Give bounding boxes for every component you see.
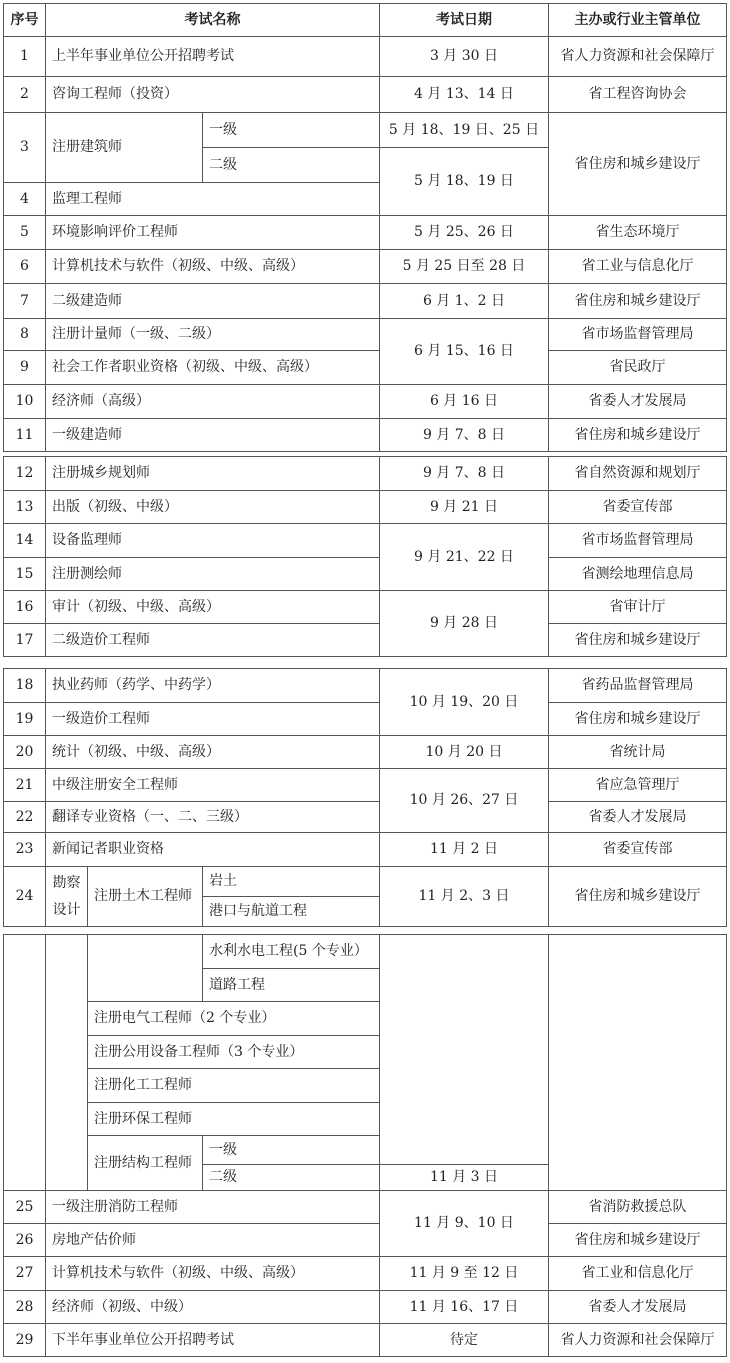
exam-name: 二级造价工程师 bbox=[46, 624, 380, 657]
exam-name: 计算机技术与软件（初级、中级、高级） bbox=[46, 250, 380, 284]
row-seq: 12 bbox=[4, 457, 46, 491]
table-section-2 bbox=[3, 456, 727, 657]
exam-date: 11 月 9 至 12 日 bbox=[380, 1257, 549, 1291]
exam-org: 省工业和信息化厅 bbox=[549, 1257, 727, 1291]
header-org: 主办或行业主管单位 bbox=[549, 4, 727, 37]
exam-date: 6 月 1、2 日 bbox=[380, 284, 549, 319]
table-row bbox=[4, 833, 727, 867]
continued-name-cell bbox=[88, 935, 203, 1002]
header-row bbox=[4, 4, 727, 37]
exam-org: 省审计厅 bbox=[549, 591, 727, 624]
row-seq: 8 bbox=[4, 319, 46, 351]
exam-date: 11 月 2 日 bbox=[380, 833, 549, 867]
exam-name: 上半年事业单位公开招聘考试 bbox=[46, 37, 380, 77]
exam-name: 监理工程师 bbox=[46, 183, 380, 216]
exam-name: 注册电气工程师（2 个专业） bbox=[88, 1002, 380, 1036]
table-row bbox=[4, 867, 727, 897]
exam-name: 房地产估价师 bbox=[46, 1224, 380, 1257]
header-seq: 序号 bbox=[4, 4, 46, 37]
exam-sub-level: 港口与航道工程 bbox=[203, 897, 380, 927]
row-seq: 21 bbox=[4, 769, 46, 802]
exam-name: 注册结构工程师 bbox=[88, 1136, 203, 1191]
exam-org: 省住房和城乡建设厅 bbox=[549, 1224, 727, 1257]
row-seq: 9 bbox=[4, 351, 46, 385]
exam-name: 计算机技术与软件（初级、中级、高级） bbox=[46, 1257, 380, 1291]
exam-org: 省应急管理厅 bbox=[549, 769, 727, 802]
row-seq: 19 bbox=[4, 703, 46, 736]
exam-date: 11 月 9、10 日 bbox=[380, 1191, 549, 1257]
exam-org: 省住房和城乡建设厅 bbox=[549, 624, 727, 657]
exam-name: 一级造价工程师 bbox=[46, 703, 380, 736]
table-row bbox=[4, 419, 727, 452]
exam-date: 5 月 18、19 日、25 日 bbox=[380, 113, 549, 148]
table-row bbox=[4, 1324, 727, 1357]
exam-org: 省工业与信息化厅 bbox=[549, 250, 727, 284]
exam-org: 省消防救援总队 bbox=[549, 1191, 727, 1224]
row-seq: 16 bbox=[4, 591, 46, 624]
exam-name: 翻译专业资格（一、二、三级） bbox=[46, 802, 380, 833]
header-date: 考试日期 bbox=[380, 4, 549, 37]
exam-date: 9 月 21 日 bbox=[380, 491, 549, 524]
exam-sub-level: 岩土 bbox=[203, 867, 380, 897]
table-row bbox=[4, 802, 727, 833]
table-row bbox=[4, 319, 727, 351]
row-seq: 17 bbox=[4, 624, 46, 657]
table-row bbox=[4, 769, 727, 802]
row-seq: 23 bbox=[4, 833, 46, 867]
exam-name: 统计（初级、中级、高级） bbox=[46, 736, 380, 769]
exam-org: 省市场监督管理局 bbox=[549, 524, 727, 558]
exam-org: 省委人才发展局 bbox=[549, 385, 727, 419]
exam-date: 5 月 25 日至 28 日 bbox=[380, 250, 549, 284]
exam-org: 省民政厅 bbox=[549, 351, 727, 385]
exam-org: 省测绘地理信息局 bbox=[549, 558, 727, 591]
exam-date: 5 月 18、19 日 bbox=[380, 148, 549, 216]
continued-org-cell bbox=[549, 935, 727, 1191]
row-seq: 22 bbox=[4, 802, 46, 833]
table-row bbox=[4, 1291, 727, 1324]
row-seq: 10 bbox=[4, 385, 46, 419]
table-row bbox=[4, 457, 727, 491]
table-row bbox=[4, 351, 727, 385]
row-seq: 7 bbox=[4, 284, 46, 319]
row-seq: 28 bbox=[4, 1291, 46, 1324]
exam-org: 省住房和城乡建设厅 bbox=[549, 703, 727, 736]
table-section-1 bbox=[3, 3, 727, 452]
exam-date: 6 月 15、16 日 bbox=[380, 319, 549, 385]
exam-name: 注册土木工程师 bbox=[88, 867, 203, 927]
exam-date: 11 月 2、3 日 bbox=[380, 867, 549, 927]
exam-org: 省生态环境厅 bbox=[549, 216, 727, 250]
row-seq: 5 bbox=[4, 216, 46, 250]
exam-date: 3 月 30 日 bbox=[380, 37, 549, 77]
exam-org: 省人力资源和社会保障厅 bbox=[549, 37, 727, 77]
exam-name: 注册建筑师 bbox=[46, 113, 203, 183]
exam-name: 设备监理师 bbox=[46, 524, 380, 558]
exam-org: 省住房和城乡建设厅 bbox=[549, 284, 727, 319]
exam-org: 省自然资源和规划厅 bbox=[549, 457, 727, 491]
exam-org: 省住房和城乡建设厅 bbox=[549, 419, 727, 452]
exam-name: 环境影响评价工程师 bbox=[46, 216, 380, 250]
table-row bbox=[4, 1257, 727, 1291]
exam-name: 经济师（高级） bbox=[46, 385, 380, 419]
table-row bbox=[4, 250, 727, 284]
exam-sub-level: 二级 bbox=[203, 148, 380, 183]
exam-name: 一级建造师 bbox=[46, 419, 380, 452]
exam-name: 执业药师（药学、中药学） bbox=[46, 669, 380, 703]
table-row bbox=[4, 216, 727, 250]
exam-schedule-table-3 bbox=[3, 668, 727, 927]
table-row bbox=[4, 37, 727, 77]
exam-schedule-table-2 bbox=[3, 456, 727, 657]
exam-name: 注册计量师（一级、二级） bbox=[46, 319, 380, 351]
header-name: 考试名称 bbox=[46, 4, 380, 37]
row-seq: 27 bbox=[4, 1257, 46, 1291]
table-row bbox=[4, 558, 727, 591]
exam-name: 注册公用设备工程师（3 个专业） bbox=[88, 1036, 380, 1069]
exam-org: 省工程咨询协会 bbox=[549, 77, 727, 113]
row-seq: 20 bbox=[4, 736, 46, 769]
exam-org: 省统计局 bbox=[549, 736, 727, 769]
exam-org: 省住房和城乡建设厅 bbox=[549, 113, 727, 216]
exam-sub-level: 二级 bbox=[203, 1165, 380, 1191]
exam-category: 勘察设计 bbox=[46, 867, 88, 927]
row-seq: 6 bbox=[4, 250, 46, 284]
exam-sub-level: 道路工程 bbox=[203, 969, 380, 1002]
exam-org: 省委宣传部 bbox=[549, 491, 727, 524]
row-seq: 26 bbox=[4, 1224, 46, 1257]
row-seq: 3 bbox=[4, 113, 46, 183]
exam-date: 9 月 7、8 日 bbox=[380, 419, 549, 452]
row-seq: 25 bbox=[4, 1191, 46, 1224]
table-row bbox=[4, 1224, 727, 1257]
row-seq: 18 bbox=[4, 669, 46, 703]
exam-org: 省住房和城乡建设厅 bbox=[549, 867, 727, 927]
row-seq: 11 bbox=[4, 419, 46, 452]
exam-date: 11 月 3 日 bbox=[380, 1165, 549, 1191]
exam-org: 省委人才发展局 bbox=[549, 1291, 727, 1324]
exam-schedule-table-1 bbox=[3, 3, 727, 452]
exam-date: 10 月 19、20 日 bbox=[380, 669, 549, 736]
exam-date: 9 月 7、8 日 bbox=[380, 457, 549, 491]
exam-name: 中级注册安全工程师 bbox=[46, 769, 380, 802]
exam-sub-level: 水利水电工程(5 个专业） bbox=[203, 935, 380, 969]
exam-name: 注册城乡规划师 bbox=[46, 457, 380, 491]
continued-category-cell bbox=[46, 935, 88, 1191]
exam-name: 出版（初级、中级） bbox=[46, 491, 380, 524]
exam-org: 省委人才发展局 bbox=[549, 802, 727, 833]
exam-date: 9 月 21、22 日 bbox=[380, 524, 549, 591]
exam-date: 9 月 28 日 bbox=[380, 591, 549, 657]
table-row bbox=[4, 935, 727, 969]
exam-name: 经济师（初级、中级） bbox=[46, 1291, 380, 1324]
table-row bbox=[4, 669, 727, 703]
row-seq: 13 bbox=[4, 491, 46, 524]
exam-name: 社会工作者职业资格（初级、中级、高级） bbox=[46, 351, 380, 385]
table-row bbox=[4, 1191, 727, 1224]
table-row bbox=[4, 284, 727, 319]
row-seq: 1 bbox=[4, 37, 46, 77]
table-row bbox=[4, 703, 727, 736]
continued-seq-cell bbox=[4, 935, 46, 1191]
exam-sub-level: 一级 bbox=[203, 1136, 380, 1165]
exam-org: 省市场监督管理局 bbox=[549, 319, 727, 351]
exam-org: 省委宣传部 bbox=[549, 833, 727, 867]
table-row bbox=[4, 385, 727, 419]
exam-schedule-table-4 bbox=[3, 934, 727, 1357]
exam-date: 待定 bbox=[380, 1324, 549, 1357]
table-section-3 bbox=[3, 668, 727, 927]
exam-date: 11 月 16、17 日 bbox=[380, 1291, 549, 1324]
continued-date-cell bbox=[380, 935, 549, 1165]
row-seq: 24 bbox=[4, 867, 46, 927]
exam-name: 审计（初级、中级、高级） bbox=[46, 591, 380, 624]
row-seq: 29 bbox=[4, 1324, 46, 1357]
table-section-4 bbox=[3, 934, 727, 1357]
exam-date: 4 月 13、14 日 bbox=[380, 77, 549, 113]
table-row bbox=[4, 113, 727, 148]
table-row bbox=[4, 591, 727, 624]
row-seq: 15 bbox=[4, 558, 46, 591]
exam-name: 二级建造师 bbox=[46, 284, 380, 319]
exam-name: 一级注册消防工程师 bbox=[46, 1191, 380, 1224]
table-row bbox=[4, 491, 727, 524]
row-seq: 14 bbox=[4, 524, 46, 558]
exam-date: 5 月 25、26 日 bbox=[380, 216, 549, 250]
exam-name: 注册环保工程师 bbox=[88, 1103, 380, 1136]
exam-date: 10 月 26、27 日 bbox=[380, 769, 549, 833]
exam-name: 新闻记者职业资格 bbox=[46, 833, 380, 867]
exam-date: 6 月 16 日 bbox=[380, 385, 549, 419]
exam-name: 注册测绘师 bbox=[46, 558, 380, 591]
table-row bbox=[4, 624, 727, 657]
table-row bbox=[4, 524, 727, 558]
exam-org: 省人力资源和社会保障厅 bbox=[549, 1324, 727, 1357]
exam-name: 下半年事业单位公开招聘考试 bbox=[46, 1324, 380, 1357]
table-row bbox=[4, 736, 727, 769]
row-seq: 4 bbox=[4, 183, 46, 216]
exam-name: 注册化工工程师 bbox=[88, 1069, 380, 1103]
row-seq: 2 bbox=[4, 77, 46, 113]
table-row bbox=[4, 77, 727, 113]
exam-date: 10 月 20 日 bbox=[380, 736, 549, 769]
exam-name: 咨询工程师（投资） bbox=[46, 77, 380, 113]
exam-org: 省药品监督管理局 bbox=[549, 669, 727, 703]
exam-sub-level: 一级 bbox=[203, 113, 380, 148]
